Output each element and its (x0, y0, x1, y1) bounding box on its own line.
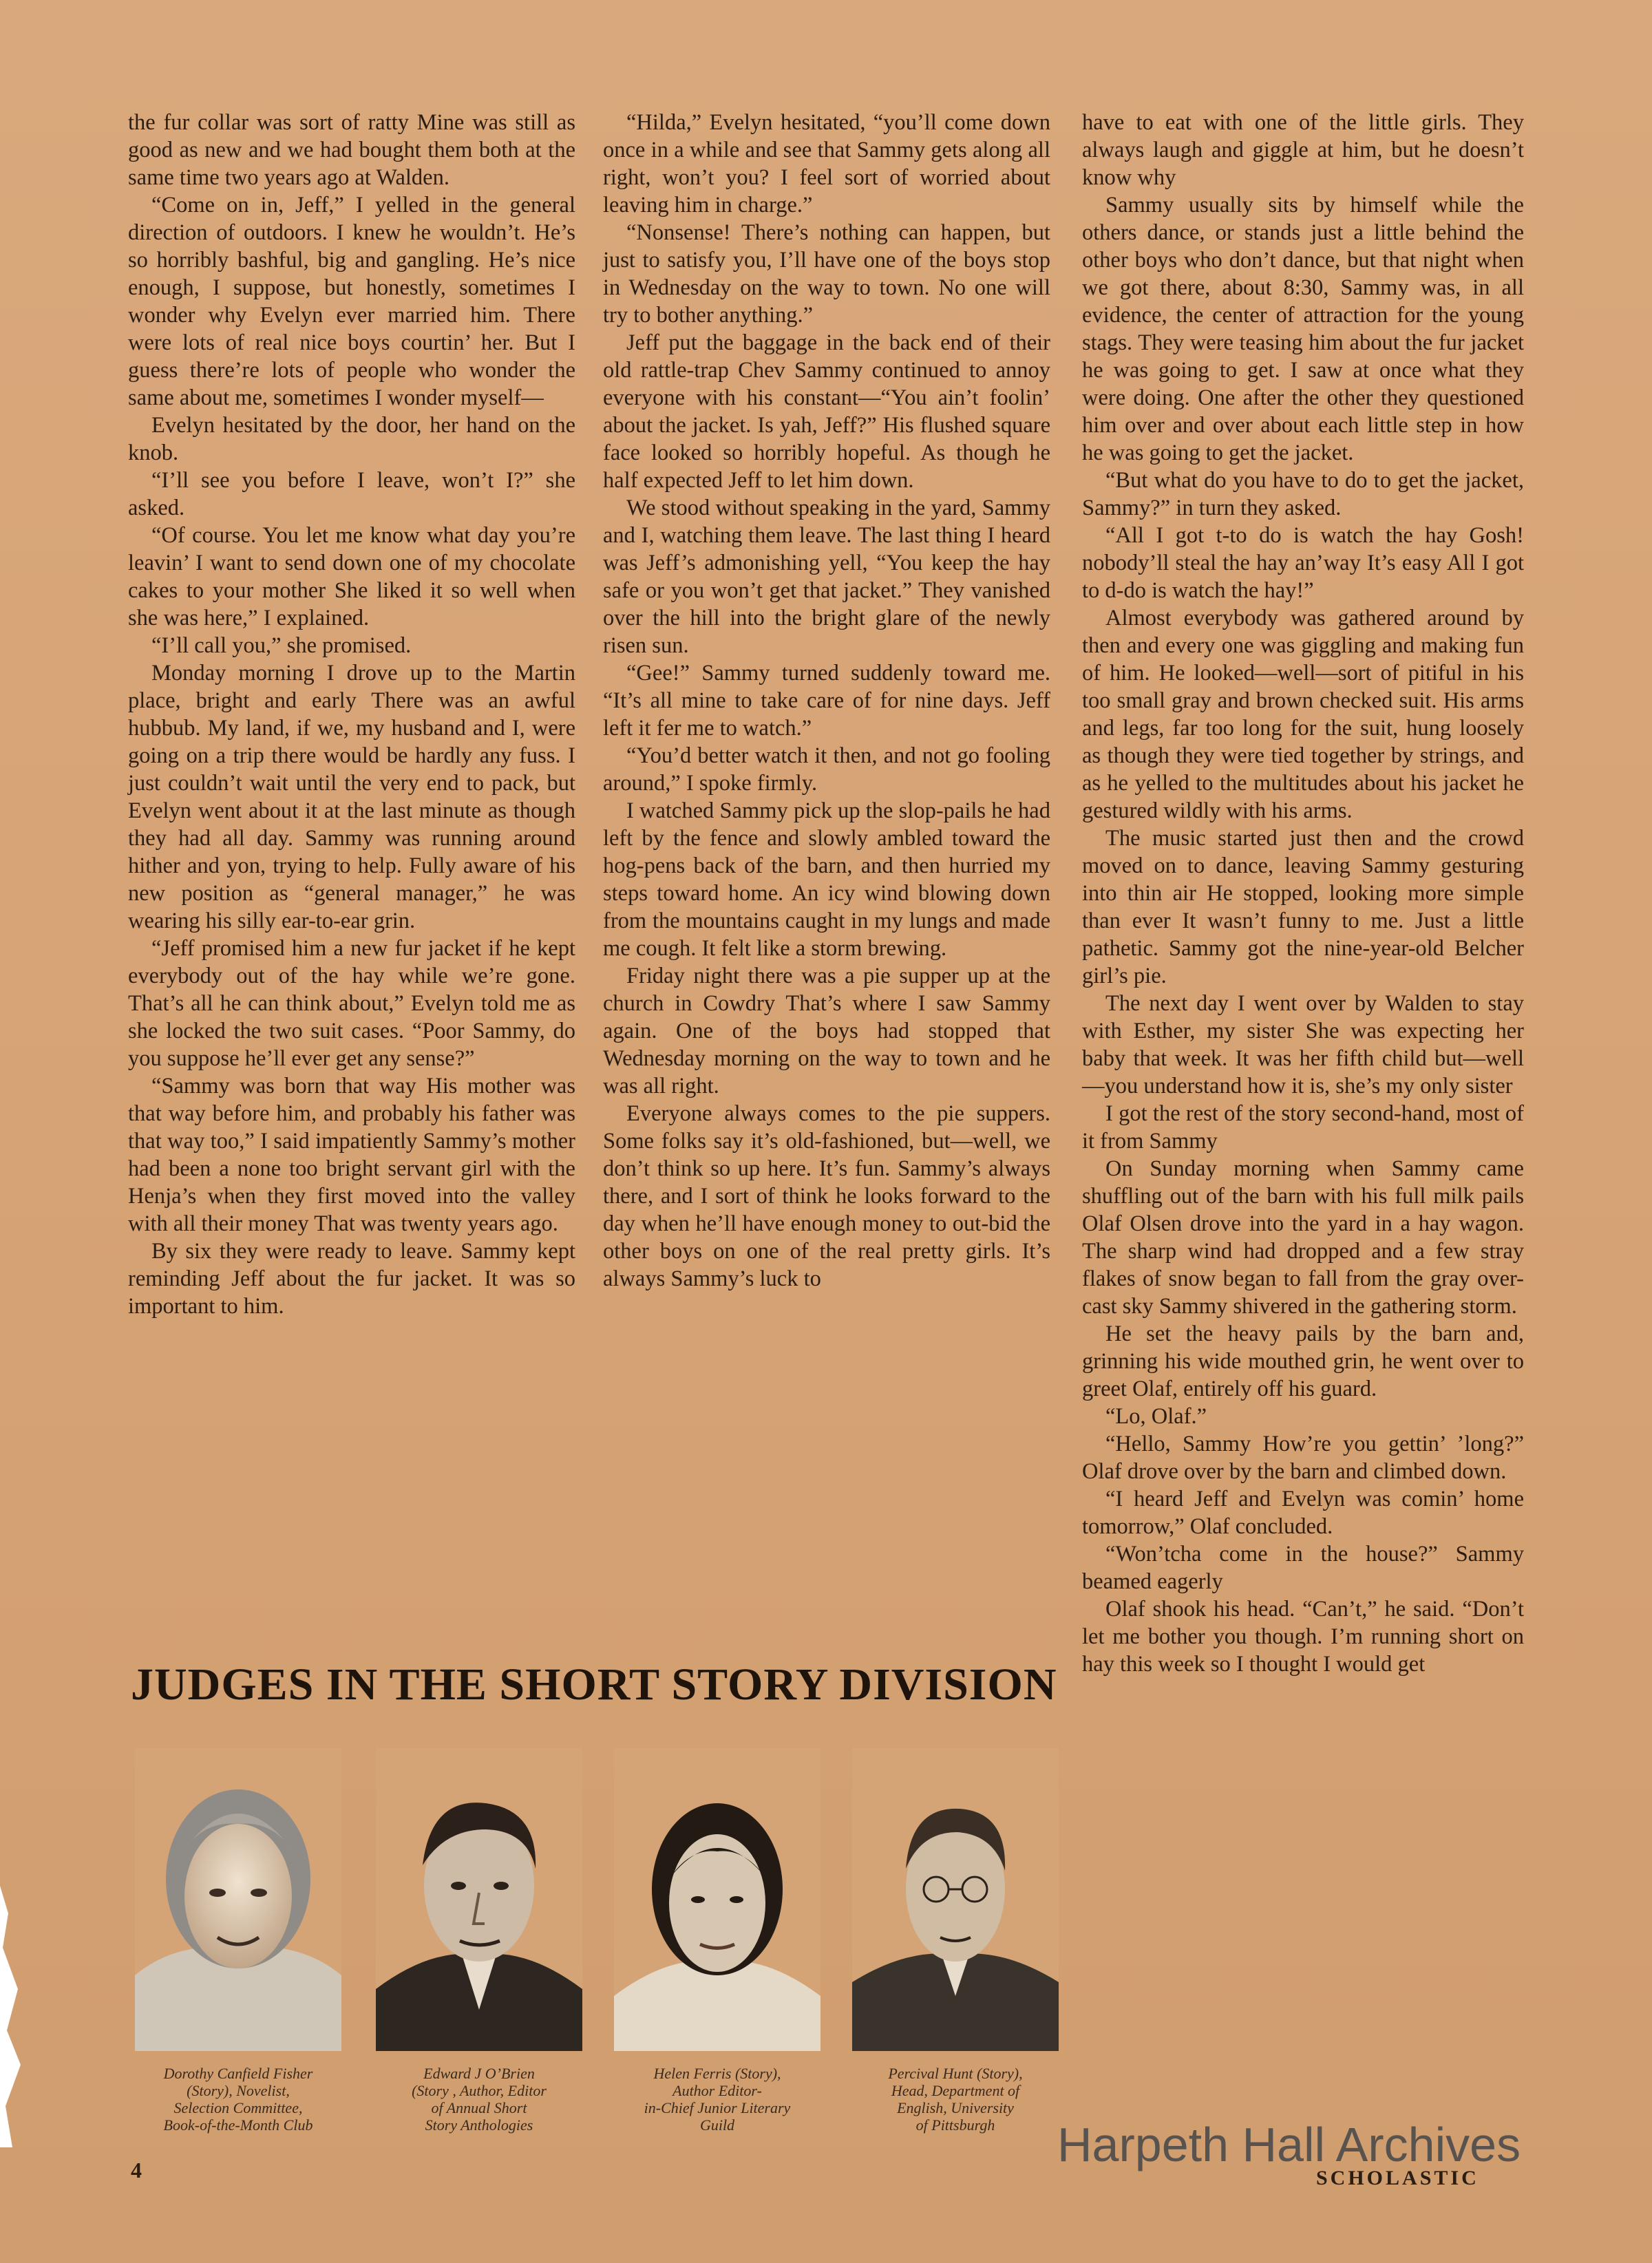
judges-heading: JUDGES IN THE SHORT STORY DIVISION (131, 1659, 1057, 1710)
judge-portrait-4 (852, 1748, 1059, 2051)
judge-portrait-3 (614, 1748, 820, 2051)
caption-line: Head, Department of (891, 2082, 1020, 2099)
story-paragraph: “Hello, Sammy How’re you gettin’ ’long?” Olaf drove over by the barn and climbed down. (1082, 1432, 1524, 1484)
page-number: 4 (131, 2158, 142, 2182)
caption-line: Edward J O’Brien (423, 2065, 535, 2082)
story-paragraph: The music started just then and the crowd moved on to dance, leaving Sammy gesturing into thin air He stopped, looking more simple than ever It wasn’t funny to me. Just a little pathetic. Sammy got the nine-year-old Belcher girl’s pie. (1082, 826, 1524, 988)
story-paragraph: “I heard Jeff and Evelyn was comin’ home tomorrow,” Olaf concluded. (1082, 1487, 1524, 1539)
story-paragraph: Sammy usually sits by himself while the others dance, or stands just a little behind the other boys who don’t dance, but that night when we got there, about 8:30, Sammy was, in all evidence, the center of attraction for the young stags. They were teasing him about the fur jacket he was going to get. I saw at once what they were doing. One after the other they questioned him over and over about each little step in how he was going to get the jacket. (1082, 193, 1524, 465)
story-paragraph: Everyone always comes to the pie suppers. Some folks say it’s old-fashioned, but—well, we don’t think so up here. It’s fun. Sammy’s always there, and I sort of think he looks forward to the day when he’ll have enough money to out-bid the other boys on one of the real pretty girls. It’s always Sammy’s luck to (603, 1101, 1050, 1291)
story-column-3 (1082, 109, 1524, 1678)
story-paragraph: “Sammy was born that way His mother was that way before him, and probably his father was that way too,” I said impatiently Sammy’s mother had been a none too bright servant girl with the Henja’s when they first moved into the valley with all their money That was twenty years ago. (128, 1074, 575, 1236)
story-paragraph: “Come on in, Jeff,” I yelled in the general direction of outdoors. I knew he wouldn’t. He’s so horribly bashful, big and gangling. He’s nice enough, I suppose, but honestly, sometimes I wonder why Evelyn ever married him. There were lots of real nice boys courtin’ her. But I guess there’re lots of people who wonder the same about me, sometimes I wonder myself— (128, 193, 575, 410)
story-paragraph: “Of course. You let me know what day you’re leavin’ I want to send down one of my chocolate cakes to your mother She liked it so well when she was here,” I explained. (128, 523, 575, 630)
story-paragraph: The next day I went over by Walden to stay with Esther, my sister She was expecting her baby that week. It was her fifth child but—well—you understand how it is, she’s my only sister (1082, 991, 1524, 1098)
caption-line: Book-of-the-Month Club (163, 2116, 313, 2134)
caption-line: Selection Committee, (173, 2099, 303, 2116)
caption-line: Author Editor- (673, 2082, 762, 2099)
story-paragraph: “Lo, Olaf.” (1105, 1404, 1207, 1429)
caption-line: Guild (699, 2116, 735, 2134)
story-paragraph: “But what do you have to do to get the jacket, Sammy?” in turn they asked. (1082, 468, 1524, 520)
story-paragraph: By six they were ready to leave. Sammy kept reminding Jeff about the fur jacket. It was so important to him. (128, 1239, 575, 1319)
caption-line: (Story , Author, Editor (412, 2082, 547, 2099)
caption-line: Helen Ferris (Story), (653, 2065, 781, 2082)
story-paragraph: Friday night there was a pie supper up at the church in Cowdry That’s where I saw Sammy again. One of the boys had stopped that Wednesday morning on the way to town and he was all right. (603, 964, 1050, 1098)
judge-portrait-2 (376, 1748, 582, 2051)
caption-line: of Pittsburgh (915, 2116, 995, 2134)
magazine-masthead: SCHOLASTIC (1316, 2167, 1479, 2189)
story-paragraph: He set the heavy pails by the barn and, grinning his wide mouthed grin, he went over to greet Olaf, entirely off his guard. (1082, 1321, 1524, 1401)
story-paragraph: “All I got t-to do is watch the hay Gosh! nobody’ll steal the hay an’way It’s easy All I got to d-do is watch the hay!” (1082, 523, 1524, 603)
story-column-2 (603, 109, 1050, 1293)
caption-line: Dorothy Canfield Fisher (163, 2065, 313, 2082)
judge-caption-2 (376, 2065, 582, 2134)
story-paragraph: “Won’tcha come in the house?” Sammy beamed eagerly (1082, 1542, 1524, 1594)
story-paragraph: “I’ll call you,” she promised. (151, 633, 412, 658)
story-paragraph: I got the rest of the story second-hand, most of it from Sammy (1082, 1101, 1524, 1154)
story-paragraph: Jeff put the baggage in the back end of their old rattle-trap Chev Sammy continued to annoy everyone with his constant—“You ain’t foolin’ about the jacket. Is yah, Jeff?” His flushed square face looked so horribly hopeful. As though he half expected Jeff to let him down. (603, 330, 1050, 493)
story-paragraph: Olaf shook his head. “Can’t,” he said. “Don’t let me bother you though. I’m running short on hay this week so I thought I would get (1082, 1597, 1524, 1677)
caption-line: of Annual Short (431, 2099, 527, 2116)
archive-watermark: Harpeth Hall Archives (1057, 2118, 1521, 2171)
story-paragraph: I watched Sammy pick up the slop-pails he had left by the fence and slowly ambled toward the hog-pens back of the barn, and then hurried my steps toward home. An icy wind blowing down from the mountains caught in my lungs and made me cough. It felt like a storm brewing. (603, 798, 1050, 961)
story-paragraph: “Gee!” Sammy turned suddenly toward me. “It’s all mine to take care of for nine days. Jeff left it fer me to watch.” (603, 661, 1050, 741)
caption-line: Story Anthologies (425, 2116, 533, 2134)
story-paragraph: “Jeff promised him a new fur jacket if he kept everybody out of the hay while we’re gone. That’s all he can think about,” Evelyn told me as she locked the two suit cases. “Poor Sammy, do you suppose he’ll ever get any sense?” (128, 936, 575, 1071)
story-paragraph: “Nonsense! There’s nothing can happen, but just to satisfy you, I’ll have one of the boys stop in Wednesday on the way to town. No one will try to bother anything.” (603, 220, 1050, 328)
caption-line: in-Chief Junior Literary (644, 2099, 791, 2116)
story-paragraph: the fur collar was sort of ratty Mine was still as good as new and we had bought them both at the same time two years ago at Walden. (128, 110, 575, 190)
torn-edge (0, 1886, 41, 2147)
caption-line: Percival Hunt (Story), (888, 2065, 1023, 2082)
story-paragraph: “Hilda,” Evelyn hesitated, “you’ll come down once in a while and see that Sammy gets along all right, won’t you? I feel sort of worried about leaving him in charge.” (603, 110, 1050, 217)
caption-line: (Story), Novelist, (187, 2082, 290, 2099)
story-paragraph: Almost everybody was gathered around by then and every one was giggling and making fun of him. He looked—well—sort of pitiful in his too small gray and brown checked suit. His arms and legs, far too long for the suit, hung loosely as though they were tied together by strings, and as he yelled to the multitudes about his jacket he gestured wildly with his arms. (1082, 606, 1524, 823)
story-paragraph: We stood without speaking in the yard, Sammy and I, watching them leave. The last thing I heard was Jeff’s admonishing yell, “You keep the hay safe or you won’t get that jacket.” They vanished over the hill into the bright glare of the newly risen sun. (603, 496, 1050, 658)
judge-caption-3 (614, 2065, 820, 2134)
story-paragraph: Evelyn hesitated by the door, her hand on the knob. (128, 413, 575, 465)
story-paragraph: Monday morning I drove up to the Martin place, bright and early There was an awful hubbub. My land, if we, my husband and I, were going on a trip there would be hardly any fuss. I just couldn’t wait until the very end to pack, but Evelyn went about it at the last minute as though they had all day. Sammy was running around hither and yon, trying to help. Fully aware of his new position as “general manager,” he was wearing his silly ear-to-ear grin. (128, 661, 575, 933)
story-column-1 (128, 109, 575, 1320)
judge-portrait-1 (135, 1748, 341, 2051)
judge-caption-4 (852, 2065, 1059, 2134)
story-paragraph: On Sunday morning when Sammy came shuffling out of the barn with his full milk pails Olaf Olsen drove into the yard in a hay wagon. The sharp wind had dropped and a few stray flakes of snow began to fall from the gray over-cast sky Sammy shivered in the gathering storm. (1082, 1156, 1524, 1319)
story-paragraph: “You’d better watch it then, and not go fooling around,” I spoke firmly. (603, 743, 1050, 796)
story-paragraph: have to eat with one of the little girls. They always laugh and giggle at him, but he doesn’t know why (1082, 110, 1524, 190)
judge-caption-1 (135, 2065, 341, 2134)
caption-line: English, University (897, 2099, 1014, 2116)
story-paragraph: “I’ll see you before I leave, won’t I?” she asked. (128, 468, 575, 520)
